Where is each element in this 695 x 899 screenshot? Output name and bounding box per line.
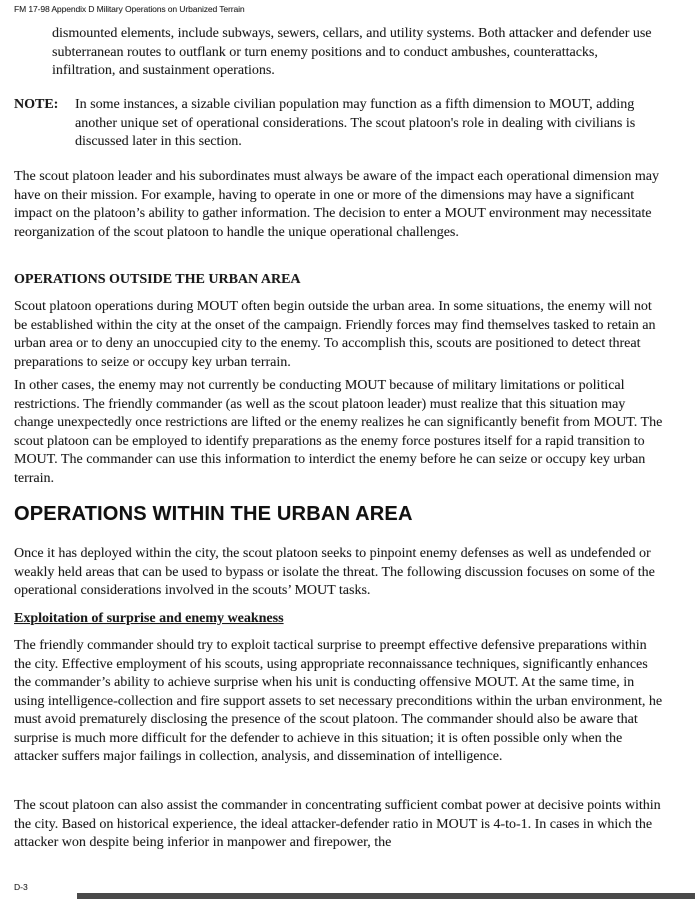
paragraph-outside-urban-1: Scout platoon operations during MOUT often begin outside the urban area. In some situations, the enemy will not be established within the city at the onset of the campaign. Friendly forces may find themselves tasked to retain an urban area or to deny an unoccupied city to the enemy. To accomplish this, scouts are positioned to detect threat preparations to seize or occupy key urban terrain.	[14, 299, 656, 370]
note-label: NOTE:	[14, 97, 59, 112]
page-header: FM 17-98 Appendix D Military Operations on Urbanized Terrain	[14, 4, 245, 14]
note-block	[14, 96, 668, 152]
bottom-bar	[77, 893, 695, 899]
page-number: D-3	[14, 882, 28, 892]
paragraph-within-urban: Once it has deployed within the city, the scout platoon seeks to pinpoint enemy defenses as well as undefended or weakly held areas that can be used to bypass or isolate the threat. The following discussion focuses on some of the operational considerations involved in the scouts’ MOUT tasks.	[14, 546, 655, 598]
paragraph-platoon-leader: The scout platoon leader and his subordinates must always be aware of the impact each operational dimension may have on their mission. For example, having to operate in one or more of the dimensions may have a significant impact on the platoon’s ability to gather information. The decision to enter a MOUT environment may necessitate reorganization of the scout platoon to handle the unique operational challenges.	[14, 169, 659, 240]
paragraph-dismounted-elements: dismounted elements, include subways, sewers, cellars, and utility systems. Both attacker and defender use subterranean routes to outflank or turn enemy positions and to conduct ambushes, counterattacks, infiltration, and sustainment operations.	[52, 26, 652, 78]
note-text: In some instances, a sizable civilian population may function as a fifth dimension to MOUT, adding another unique set of operational considerations. The scout platoon's role in dealing with civilians is discussed later in this section.	[75, 97, 636, 149]
main-heading-operations-within: OPERATIONS WITHIN THE URBAN AREA	[14, 503, 413, 525]
paragraph-exploitation-1: The friendly commander should try to exploit tactical surprise to preempt effective defensive preparations within the city. Effective employment of his scouts, using appropriate reconnaissance techniques, significantly enhances the commander’s ability to achieve surprise when his unit is conducting offensive MOUT. At the same time, in using intelligence-collection and fire support assets to set necessary preconditions within the urban environment, he must avoid prematurely disclosing the presence of the scout platoon. The commander should also be aware that surprise is much more difficult for the defender to achieve in this situation; it is often possible only when the attacker suffers major failings in collection, analysis, and dissemination of intelligence.	[14, 638, 663, 764]
subsection-heading-exploitation: Exploitation of surprise and enemy weakness	[14, 611, 284, 626]
paragraph-exploitation-2: The scout platoon can also assist the commander in concentrating sufficient combat power at decisive points within the city. Based on historical experience, the ideal attacker-defender ratio in MOUT is 4-to-1. In cases in which the attacker won despite being inferior in manpower and firepower, the	[14, 798, 661, 850]
paragraph-outside-urban-2: In other cases, the enemy may not currently be conducting MOUT because of military limitations or political restrictions. The friendly commander (as well as the scout platoon leader) must realize that this situation may change unexpectedly once restrictions are lifted or the enemy realizes he can significantly benefit from MOUT. The scout platoon can be employed to identify preparations as the enemy force postures itself for a rapid transition to MOUT. The commander can use this information to interdict the enemy before he can seize or occupy key urban terrain.	[14, 378, 663, 486]
section-heading-operations-outside: OPERATIONS OUTSIDE THE URBAN AREA	[14, 272, 301, 287]
